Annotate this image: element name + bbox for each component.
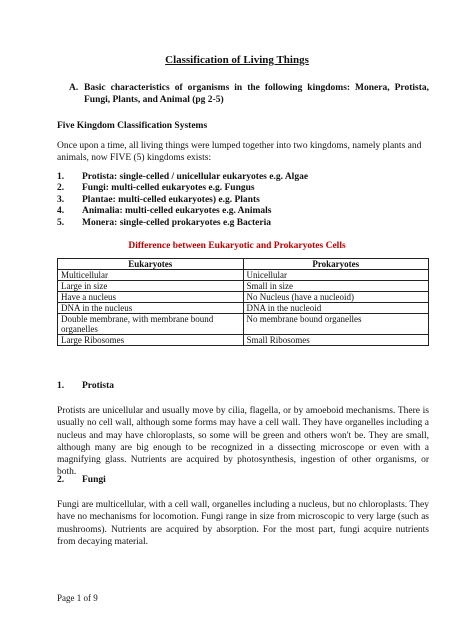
table-cell: Multicellular — [58, 270, 244, 281]
section-a — [57, 82, 429, 106]
difference-heading: Difference between Eukaryotic and Prokaryotes Cells — [128, 241, 346, 251]
table-cell: DNA in the nucleoid — [243, 303, 429, 314]
table-row — [58, 281, 429, 292]
protista-paragraph: Protists are unicellular and usually move by cilia, flagella, or by amoeboid mechanisms. There is usually no cell wall, although some forms may have a cell wall. They have organelles including a nucleus and may have chloroplasts, so some will be green and others won't be. They are small, although many are big enough to be recognized in a dissecting microscope or even with a magnifying glass. Nutrients are acquired by photosynthesis, ingestion of other organisms, or both. — [57, 406, 429, 478]
kingdom-number: 2. — [57, 183, 65, 194]
fungi-title: Fungi — [82, 475, 106, 485]
table-cell: DNA in the nucleus — [58, 303, 244, 314]
protista-title: Protista — [82, 381, 115, 391]
table-cell: Large Ribosomes — [58, 335, 244, 346]
table-row — [58, 314, 429, 335]
table-cell: Unicellular — [243, 270, 429, 281]
kingdom-list — [57, 172, 308, 229]
table-row — [58, 303, 429, 314]
kingdom-text: Fungi: multi-celled eukaryotes e.g. Fungus — [82, 183, 255, 194]
section-a-text: Basic characteristics of organisms in the following kingdoms: Monera, Protista, Fungi, Plants, and Animal (pg 2-5) — [84, 83, 429, 105]
kingdom-text: Animalia: multi-celled eukaryotes e.g. Animals — [82, 206, 272, 217]
kingdom-number: 5. — [57, 217, 65, 228]
kingdom-item — [57, 195, 308, 206]
column-header-prokaryotes: Prokaryotes — [243, 259, 429, 270]
table-cell: Small in size — [243, 281, 429, 292]
kingdom-item — [57, 183, 308, 194]
kingdom-text: Monera: single-celled prokaryotes e.g Bacteria — [82, 217, 271, 228]
table-cell: Double membrane, with membrane bound organelles — [58, 314, 244, 335]
kingdom-item — [57, 218, 308, 229]
kingdom-item — [57, 172, 308, 183]
kingdom-number: 3. — [57, 194, 65, 205]
kingdom-number: 1. — [57, 172, 65, 182]
comparison-table — [57, 258, 429, 346]
page-footer: Page 1 of 9 — [57, 593, 98, 603]
page-title: Classification of Living Things — [165, 54, 309, 66]
table-row — [58, 270, 429, 281]
five-kingdom-heading: Five Kingdom Classification Systems — [57, 121, 208, 131]
kingdom-text: Protista: single-celled / unicellular eukaryotes e.g. Algae — [82, 172, 309, 182]
table-row — [58, 335, 429, 346]
protista-number: 1. — [57, 381, 65, 391]
table-cell: Large in size — [58, 281, 244, 292]
intro-paragraph: Once upon a time, all living things were lumped together into two kingdoms, namely plants and animals, now FIVE (5) kingdoms exists: — [57, 141, 422, 163]
fungi-heading — [57, 475, 106, 485]
kingdom-item — [57, 206, 308, 217]
kingdom-number: 4. — [57, 206, 65, 217]
kingdom-text: Plantae: multi-celled eukaryotes) e.g. Plants — [82, 194, 260, 205]
column-header-eukaryotes: Eukaryotes — [58, 259, 244, 270]
protista-heading — [57, 381, 114, 391]
table-cell: No Nucleus (have a nucleoid) — [243, 292, 429, 303]
fungi-paragraph: Fungi are multicellular, with a cell wall, organelles including a nucleus, but no chloroplasts. They have no mechanisms for locomotion. Fungi range in size from microscopic to very large (such as mushrooms). Nutrients are acquired by absorption. For the most part, fungi acquire nutrients from decaying material. — [57, 500, 429, 547]
table-cell: No membrane bound organelles — [243, 314, 429, 335]
table-row — [58, 292, 429, 303]
fungi-number: 2. — [57, 475, 65, 485]
table-cell: Small Ribosomes — [243, 335, 429, 346]
table-cell: Have a nucleus — [58, 292, 244, 303]
section-a-letter: A. — [69, 83, 79, 93]
table-header-row — [58, 259, 429, 270]
